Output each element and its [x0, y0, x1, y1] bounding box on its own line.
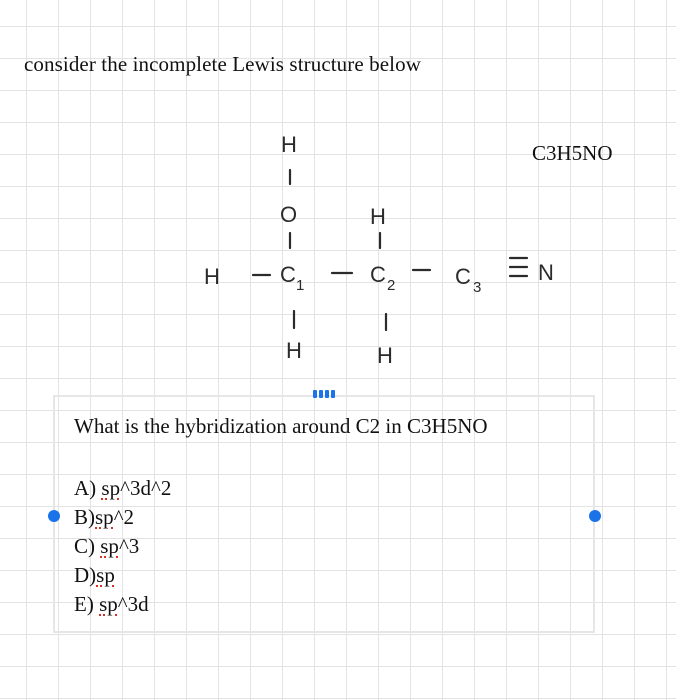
- atom-c2: C: [370, 262, 386, 287]
- option-a[interactable]: A) sp^3d^2: [74, 476, 172, 500]
- atom-h-c1-bottom: H: [286, 338, 302, 363]
- option-value: sp: [95, 505, 114, 529]
- atom-c3: C: [455, 264, 471, 289]
- handle-bar: [331, 390, 335, 398]
- atom-h-c2-bottom: H: [377, 343, 393, 368]
- atom-c1-subscript: 1: [296, 277, 305, 294]
- question-text: What is the hybridization around C2 in C3H5NO: [74, 414, 488, 438]
- option-value: sp: [101, 476, 121, 500]
- atom-c1: C: [280, 262, 296, 287]
- atom-h-right-top: H: [370, 204, 386, 229]
- handle-bar: [319, 390, 323, 398]
- handle-bar: [313, 390, 317, 398]
- atom-c2-subscript: 2: [387, 277, 396, 294]
- option-value: sp: [99, 592, 118, 616]
- prompt-text: consider the incomplete Lewis structure below: [24, 52, 421, 76]
- atom-h-left: H: [204, 264, 220, 289]
- resize-handle-right[interactable]: [589, 510, 601, 522]
- drag-handle[interactable]: [309, 389, 339, 399]
- resize-handle-left[interactable]: [48, 510, 60, 522]
- option-e[interactable]: E) sp^3d: [74, 592, 149, 616]
- option-value: sp: [96, 563, 115, 587]
- formula-label: C3H5NO: [532, 141, 613, 165]
- lewis-structure: [190, 118, 590, 380]
- option-c[interactable]: C) sp^3: [74, 534, 140, 558]
- option-d[interactable]: D)sp: [74, 563, 115, 587]
- atom-h-top: H: [281, 132, 297, 157]
- answer-options: [74, 474, 171, 619]
- handle-bar: [325, 390, 329, 398]
- atom-n: N: [538, 260, 554, 285]
- option-b[interactable]: B)sp^2: [74, 505, 135, 529]
- option-value: sp: [100, 534, 119, 558]
- atom-o: O: [280, 202, 298, 227]
- atom-c3-subscript: 3: [473, 279, 482, 296]
